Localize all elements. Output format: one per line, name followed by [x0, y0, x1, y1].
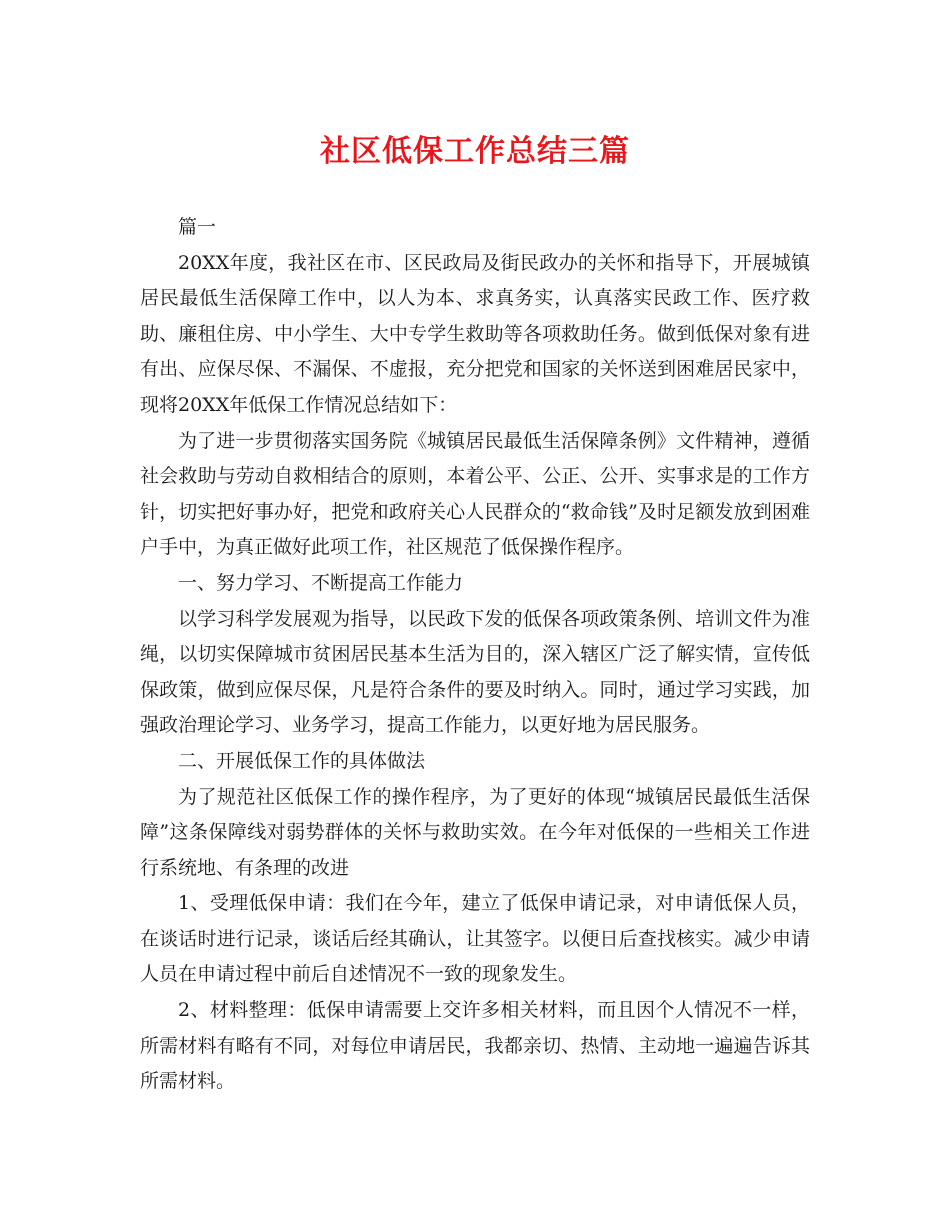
- paragraph-principles: 为了进一步贯彻落实国务院《城镇居民最低生活保障条例》文件精神，遵循社会救助与劳动自救相结合的原则，本着公平、公正、公开、实事求是的工作方针，切实把好事办好，把党和政府关心人民群众的“救命钱”及时足额发放到困难户手中，为真正做好此项工作，社区规范了低保操作程序。: [140, 429, 810, 559]
- heading-section-two: 二、开展低保工作的具体做法: [178, 749, 426, 772]
- paragraph-standardize: 为了规范社区低保工作的操作程序，为了更好的体现“城镇居民最低生活保障”这条保障线对弱势群体的关怀与救助实效。在今年对低保的一些相关工作进行系统地、有条理的改进: [140, 785, 810, 879]
- document-body: [140, 210, 810, 1100]
- paragraph-intro: 20XX年度，我社区在市、区民政局及街民政办的关怀和指导下，开展城镇居民最低生活保障工作中，以人为本、求真务实，认真落实民政工作、医疗救助、廉租住房、中小学生、大中专学生救助等各项救助任务。做到低保对象有进有出、应保尽保、不漏保、不虚报，充分把党和国家的关怀送到困难居民家中，现将20XX年低保工作情况总结如下：: [140, 251, 810, 416]
- heading-section-one: 一、努力学习、不断提高工作能力: [178, 571, 464, 594]
- paragraph-item-one: 1、受理低保申请：我们在今年，建立了低保申请记录，对申请低保人员，在谈话时进行记录，谈话后经其确认，让其签字。以便日后查找核实。减少申请人员在申请过程中前后自述情况不一致的现象发生。: [140, 892, 810, 986]
- document-title: 社区低保工作总结三篇: [320, 134, 630, 169]
- paragraph-section-label: 篇一: [178, 216, 217, 238]
- paragraph-item-two: 2、材料整理：低保申请需要上交许多相关材料，而且因个人情况不一样，所需材料有略有不同，对每位申请居民，我都亲切、热情、主动地一遍遍告诉其所需材料。: [140, 999, 810, 1093]
- paragraph-study: 以学习科学发展观为指导，以民政下发的低保各项政策条例、培训文件为准绳，以切实保障城市贫困居民基本生活为目的，深入辖区广泛了解实情，宣传低保政策，做到应保尽保，凡是符合条件的要及时纳入。同时，通过学习实践，加强政治理论学习、业务学习，提高工作能力，以更好地为居民服务。: [140, 607, 810, 737]
